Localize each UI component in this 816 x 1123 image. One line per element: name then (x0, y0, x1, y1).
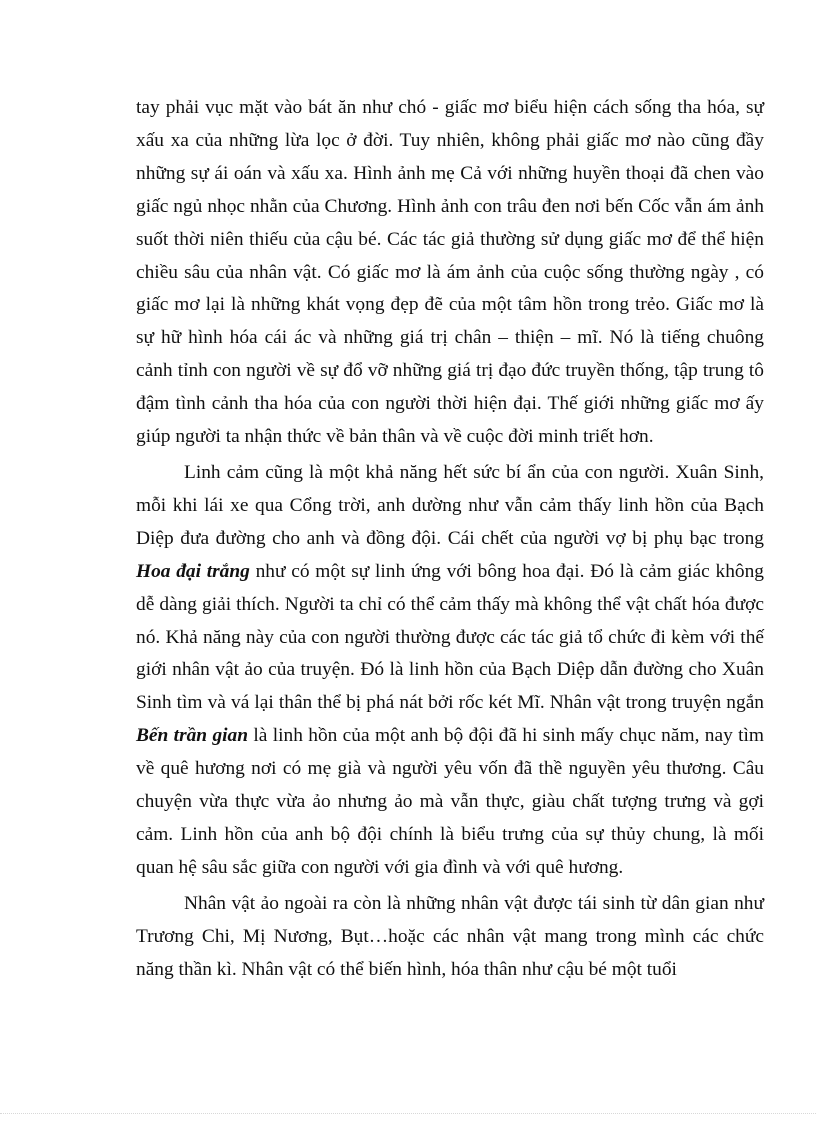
paragraph-text: như có một sự linh ứng với bông hoa đại. Đó là cảm giác không dễ dàng giải thích. Người ta chỉ có thể cảm thấy mà không thể vật chất hóa được nó. Khả năng này của con người thường được các tác giả tổ chức đi kèm với thế giới nhân vật ảo của truyện. Đó là linh hồn của Bạch Diệp dẫn đường cho Xuân Sinh tìm và vá lại thân thể bị phá nát bởi rốc két Mĩ. Nhân vật trong truyện ngắn (136, 560, 764, 714)
work-title-hoa-dai-trang: Hoa đại trắng (136, 560, 250, 582)
paragraph-text: Nhân vật ảo ngoài ra còn là những nhân vật được tái sinh từ dân gian như Trương Chi, Mị Nương, Bụt…hoặc các nhân vật mang trong mình các chức năng thần kì. Nhân vật có thể biến hình, hóa thân như cậu bé một tuổi (136, 892, 764, 980)
paragraph-text: là linh hồn của một anh bộ đội đã hi sinh mấy chục năm, nay tìm về quê hương nơi có mẹ già và người yêu vốn đã thề nguyền yêu thương. Câu chuyện vừa thực vừa ảo nhưng ảo mà vẫn thực, giàu chất tượng trưng và gợi cảm. Linh hồn của anh bộ đội chính là biểu trưng của sự thủy chung, là mối quan hệ sâu sắc giữa con người với gia đình và với quê hương. (136, 725, 764, 878)
paragraph-intuition (136, 457, 764, 885)
paragraph-dreams (136, 92, 764, 454)
paragraph-virtual-characters (136, 888, 764, 987)
work-title-ben-tran-gian: Bến trần gian (136, 725, 249, 747)
paragraph-text: Linh cảm cũng là một khả năng hết sức bí ẩn của con người. Xuân Sinh, mỗi khi lái xe qua Cổng trời, anh dường như vẫn cảm thấy linh hồn của Bạch Diệp đưa đường cho anh và đồng đội. Cái chết của người vợ bị phụ bạc trong (136, 461, 764, 549)
page-bottom-border (0, 1113, 816, 1114)
paragraph-text: tay phải vục mặt vào bát ăn như chó - giấc mơ biểu hiện cách sống tha hóa, sự xấu xa của những lừa lọc ở đời. Tuy nhiên, không phải giấc mơ nào cũng đầy những sự ái oán và xấu xa. Hình ảnh mẹ Cả với những huyền thoại đã chen vào giấc ngủ nhọc nhằn của Chương. Hình ảnh con trâu đen nơi bến Cốc vẫn ám ảnh suốt thời niên thiếu của cậu bé. Các tác giả thường sử dụng giấc mơ để thể hiện chiều sâu của nhân vật. Có giấc mơ là ám ảnh của cuộc sống thường ngày , có giấc mơ lại là những khát vọng đẹp đẽ của một tâm hồn trong trẻo. Giấc mơ là sự hữ hình hóa cái ác và những giá trị chân – thiện – mĩ. Nó là tiếng chuông cảnh tỉnh con người về sự đổ vỡ những giá trị đạo đức truyền thống, tập trung tô đậm tình cảnh tha hóa của con người thời hiện đại. Thế giới những giấc mơ ấy giúp người ta nhận thức về bản thân và về cuộc đời minh triết hơn. (136, 97, 764, 448)
body-text (136, 92, 764, 986)
